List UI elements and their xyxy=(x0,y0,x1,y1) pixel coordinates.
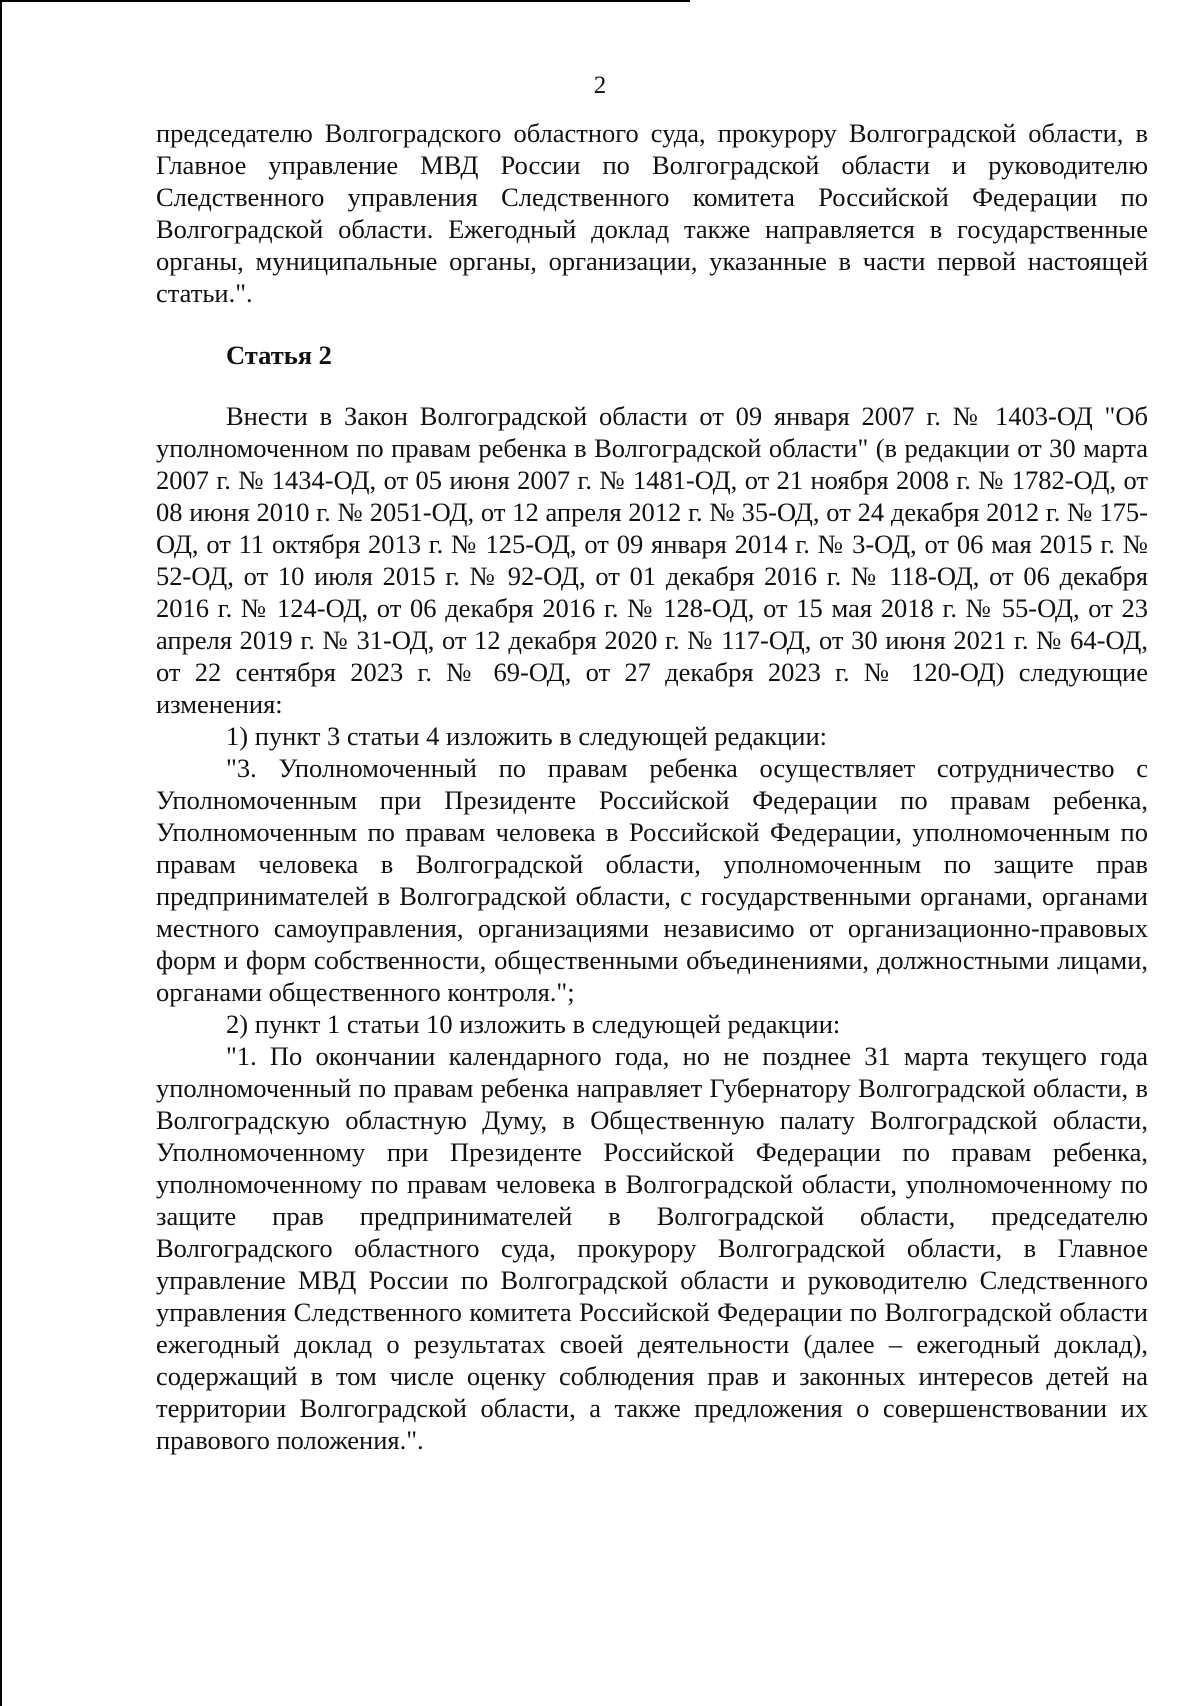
paragraph-item-1-text: "3. Уполномоченный по правам ребенка осуществляет сотрудничество с Уполномоченным при Президенте Российской Федерации по правам ребенка, Уполномоченным по правам человека в Российской Федерации, уполномоченным по правам человека в Волгоградской области, уполномоченным по защите прав предпринимателей в Волгоградской области, с государственными органами, органами местного самоуправления, организациями независимо от организационно-правовых форм и форм собственности, общественными объединениями, должностными лицами, органами общественного контроля."; xyxy=(156,753,1148,1007)
article-heading: Статья 2 xyxy=(226,340,332,370)
paragraph-continuation: председателю Волгоградского областного суда, прокурору Волгоградской области, в Главное управление МВД России по Волгоградской области и руководителю Следственного управления Следственного комитета Российской Федерации по Волгоградской области. Ежегодный доклад также направляется в государственные органы, муниципальные органы, организации, указанные в части первой настоящей статьи.". xyxy=(156,118,1148,308)
paragraph-amendment-intro: Внести в Закон Волгоградской области от 09 января 2007 г. № 1403-ОД "Об уполномоченном по правам ребенка в Волгоградской области" (в редакции от 30 марта 2007 г. № 1434-ОД, от 05 июня 2007 г. № 1481-ОД, от 21 ноября 2008 г. № 1782-ОД, от 08 июня 2010 г. № 2051-ОД, от 12 апреля 2012 г. № 35-ОД, от 24 декабря 2012 г. № 175-ОД, от 11 октября 2013 г. № 125-ОД, от 09 января 2014 г. № 3-ОД, от 06 мая 2015 г. № 52-ОД, от 10 июля 2015 г. № 92-ОД, от 01 декабря 2016 г. № 118-ОД, от 06 декабря 2016 г. № 124-ОД, от 06 декабря 2016 г. № 128-ОД, от 15 мая 2018 г. № 55-ОД, от 23 апреля 2019 г. № 31-ОД, от 12 декабря 2020 г. № 117-ОД, от 30 июня 2021 г. № 64-ОД, от 22 сентября 2023 г. № 69-ОД, от 27 декабря 2023 г. № 120-ОД) следующие изменения: xyxy=(156,401,1148,719)
paragraph-item-1: 1) пункт 3 статьи 4 изложить в следующей редакции: xyxy=(226,721,827,751)
scan-edge-top xyxy=(0,0,690,2)
paragraph-item-2-text: "1. По окончании календарного года, но не позднее 31 марта текущего года уполномоченный по правам ребенка направляет Губернатору Волгоградской области, в Волгоградскую областную Думу, в Общественную палату Волгоградской области, Уполномоченному при Президенте Российской Федерации по правам ребенка, уполномоченному по правам человека в Волгоградской области, уполномоченному по защите прав предпринимателей в Волгоградской области, председателю Волгоградского областного суда, прокурору Волгоградской области, в Главное управление МВД России по Волгоградской области и руководителю Следственного управления Следственного комитета Российской Федерации по Волгоградской области ежегодный доклад о результатах своей деятельности (далее – ежегодный доклад), содержащий в том числе оценку соблюдения прав и законных интересов детей на территории Волгоградской области, а также предложения о совершенствовании их правового положения.". xyxy=(156,1041,1148,1455)
paragraph-item-2: 2) пункт 1 статьи 10 изложить в следующей редакции: xyxy=(226,1009,841,1039)
scan-edge-left xyxy=(0,0,2,1706)
document-body xyxy=(156,117,1148,1456)
page-number: 2 xyxy=(593,72,607,99)
